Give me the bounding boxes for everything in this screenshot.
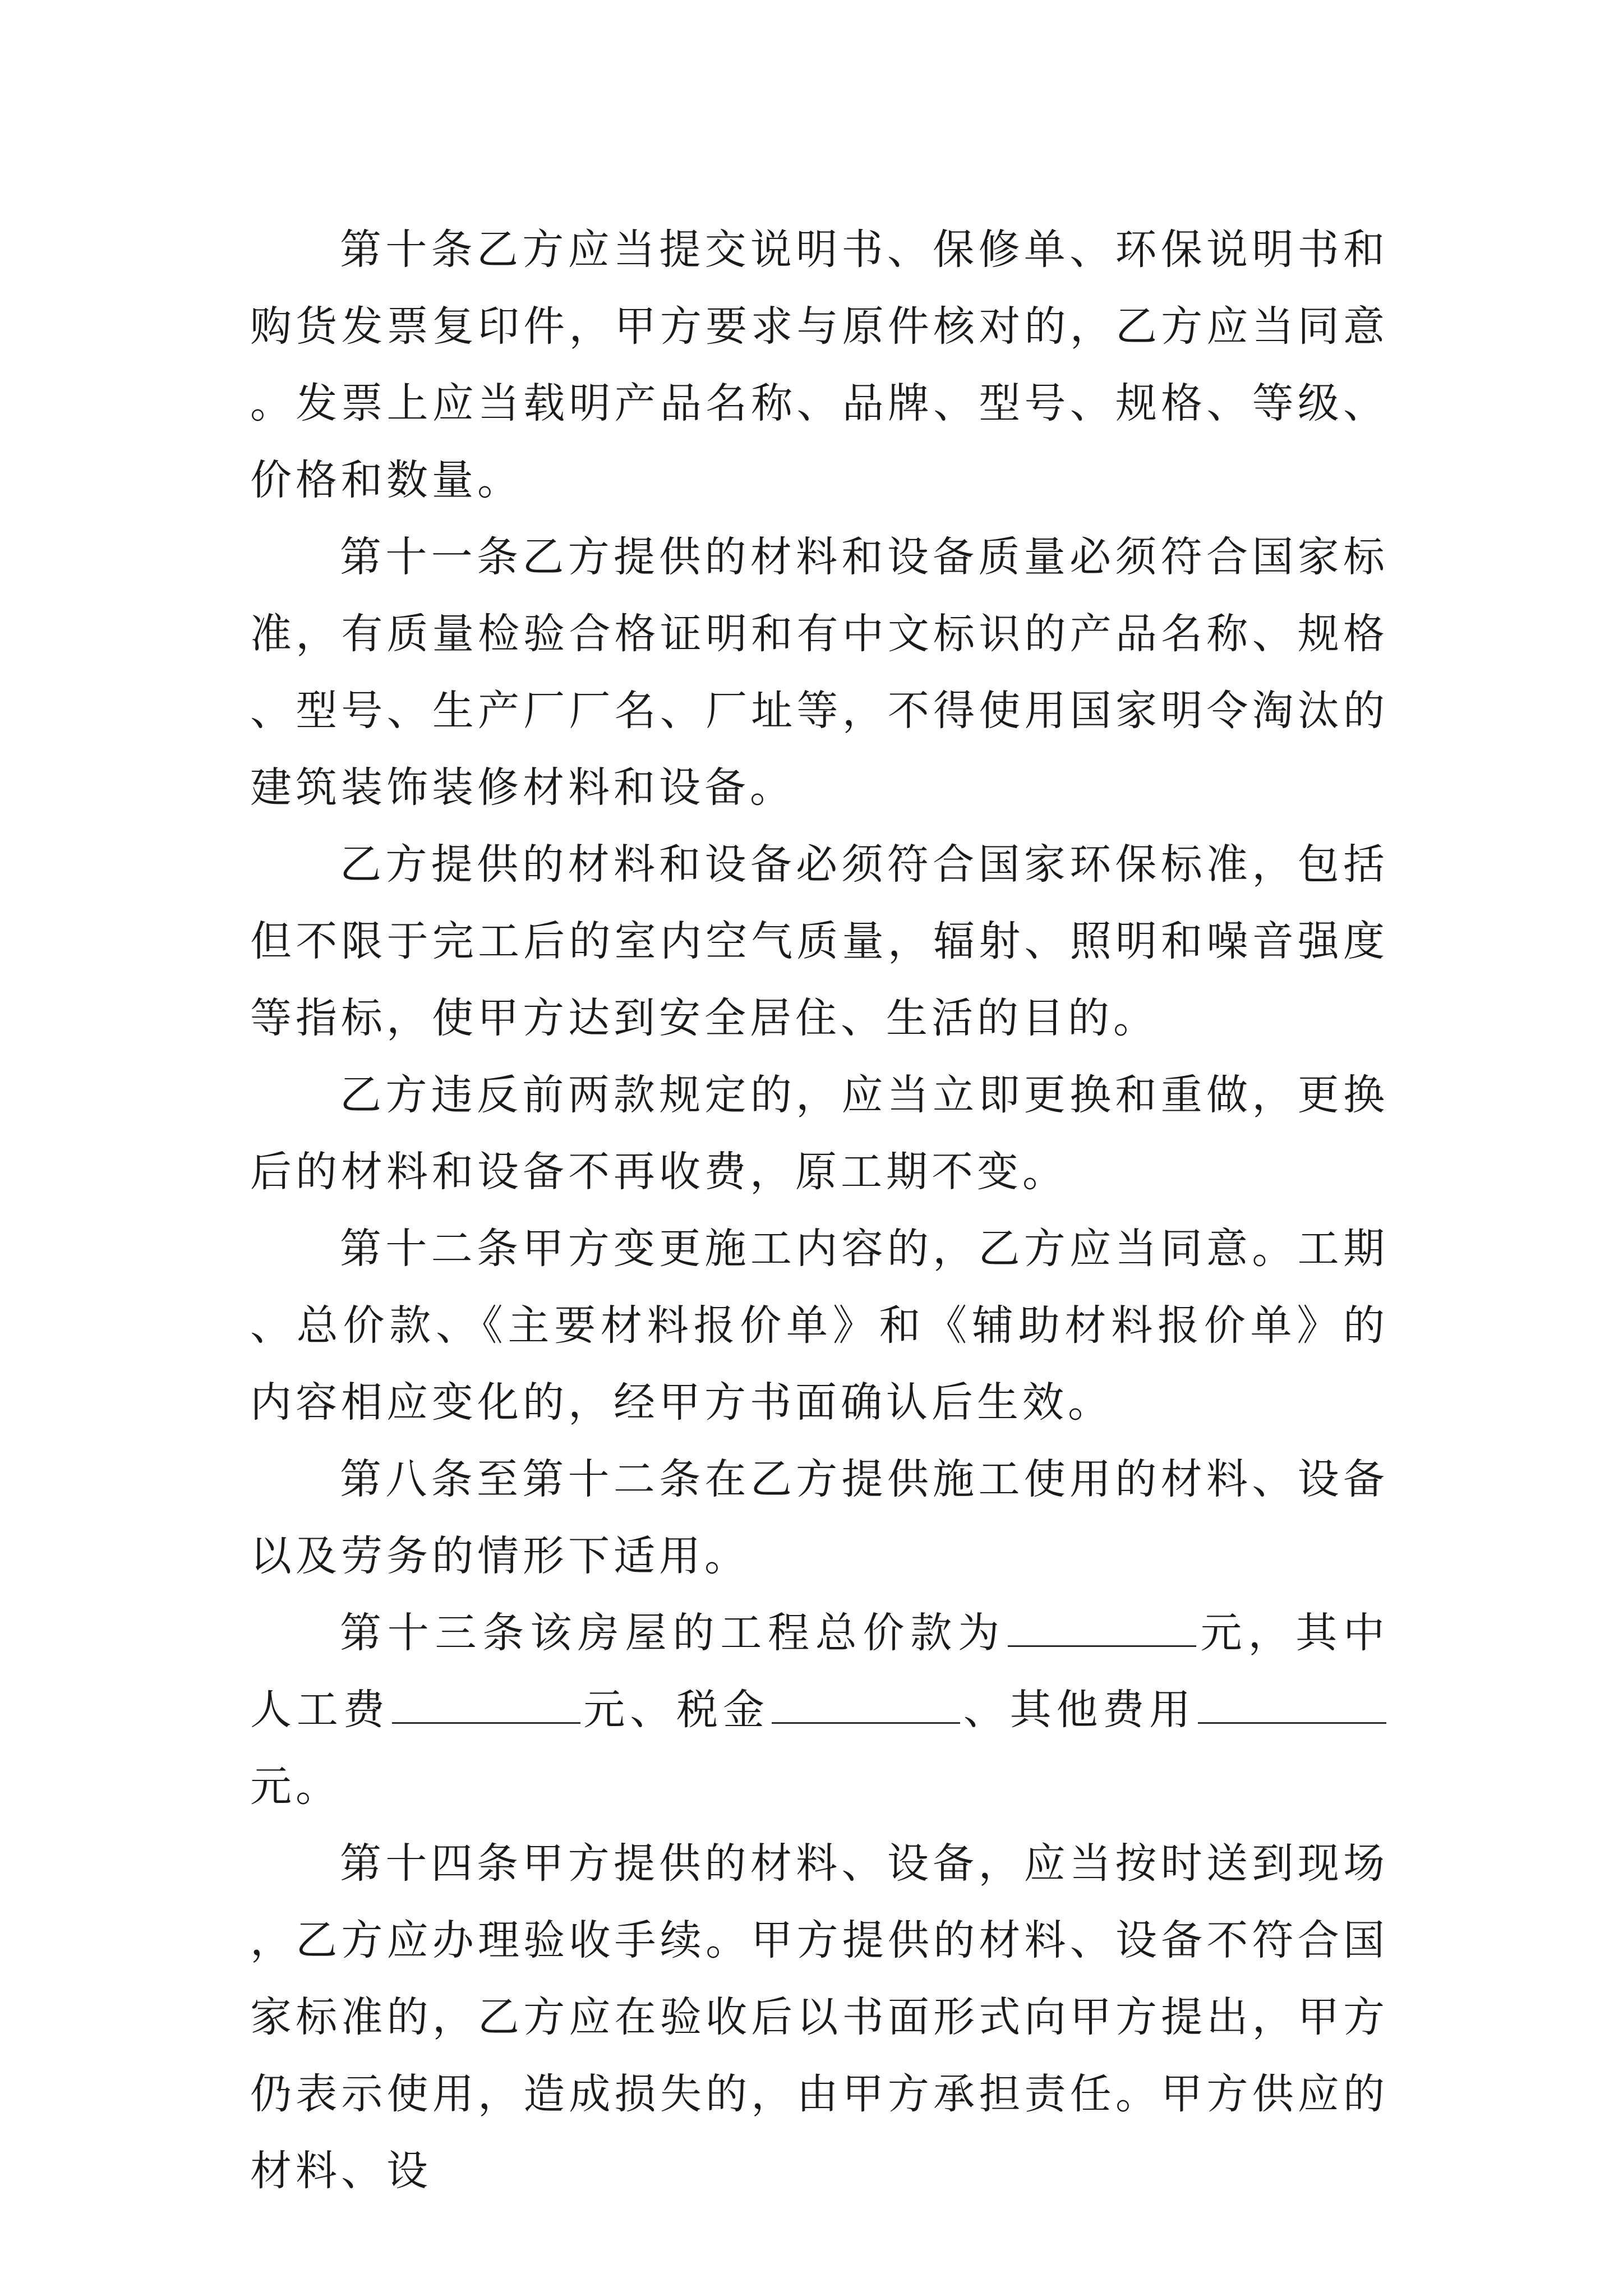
total-price-blank: [1008, 1612, 1196, 1647]
price-text-tax-label: 元、税金: [582, 1686, 769, 1734]
labor-fee-blank: [392, 1688, 580, 1724]
price-text-other-label: 、其他费用: [962, 1686, 1196, 1734]
article-11-paragraph: 第十一条乙方提供的材料和设备质量必须符合国家标准，有质量检验合格证明和有中文标识的产品名称、规格、型号、生产厂厂名、厂址等，不得使用国家明令淘汰的建筑装饰装修材料和设备。: [250, 533, 1389, 812]
price-text-total-label: 第十三条该房屋的工程总价款为: [340, 1609, 1006, 1657]
other-fees-blank: [1198, 1688, 1386, 1724]
article-12-paragraph: 第十二条甲方变更施工内容的，乙方应当同意。工期、总价款、《主要材料报价单》和《辅助材料报价单》的内容相应变化的，经甲方书面确认后生效。: [250, 1225, 1389, 1427]
violation-paragraph: 乙方违反前两款规定的，应当立即更换和重做，更换后的材料和设备不再收费，原工期不变。: [250, 1071, 1389, 1196]
applicability-paragraph: 第八条至第十二条在乙方提供施工使用的材料、设备以及劳务的情形下适用。: [250, 1455, 1389, 1580]
document-page: [250, 211, 1389, 2210]
tax-blank: [772, 1688, 960, 1724]
price-text-labor-label: 元，其中人工费: [250, 1609, 1389, 1734]
article-13-price-paragraph: [250, 1595, 1389, 1825]
price-text-end: 元。: [250, 1763, 341, 1811]
article-10-paragraph: 第十条乙方应当提交说明书、保修单、环保说明书和购货发票复印件，甲方要求与原件核对的，乙方应当同意。发票上应当载明产品名称、品牌、型号、规格、等级、价格和数量。: [250, 226, 1389, 504]
environmental-standard-paragraph: 乙方提供的材料和设备必须符合国家环保标准，包括但不限于完工后的室内空气质量，辐射、照明和噪音强度等指标，使甲方达到安全居住、生活的目的。: [250, 840, 1389, 1042]
article-14-paragraph: 第十四条甲方提供的材料、设备，应当按时送到现场，乙方应办理验收手续。甲方提供的材料、设备不符合国家标准的，乙方应在验收后以书面形式向甲方提出，甲方仍表示使用，造成损失的，由甲方承担责任。甲方供应的材料、设: [250, 1839, 1389, 2195]
